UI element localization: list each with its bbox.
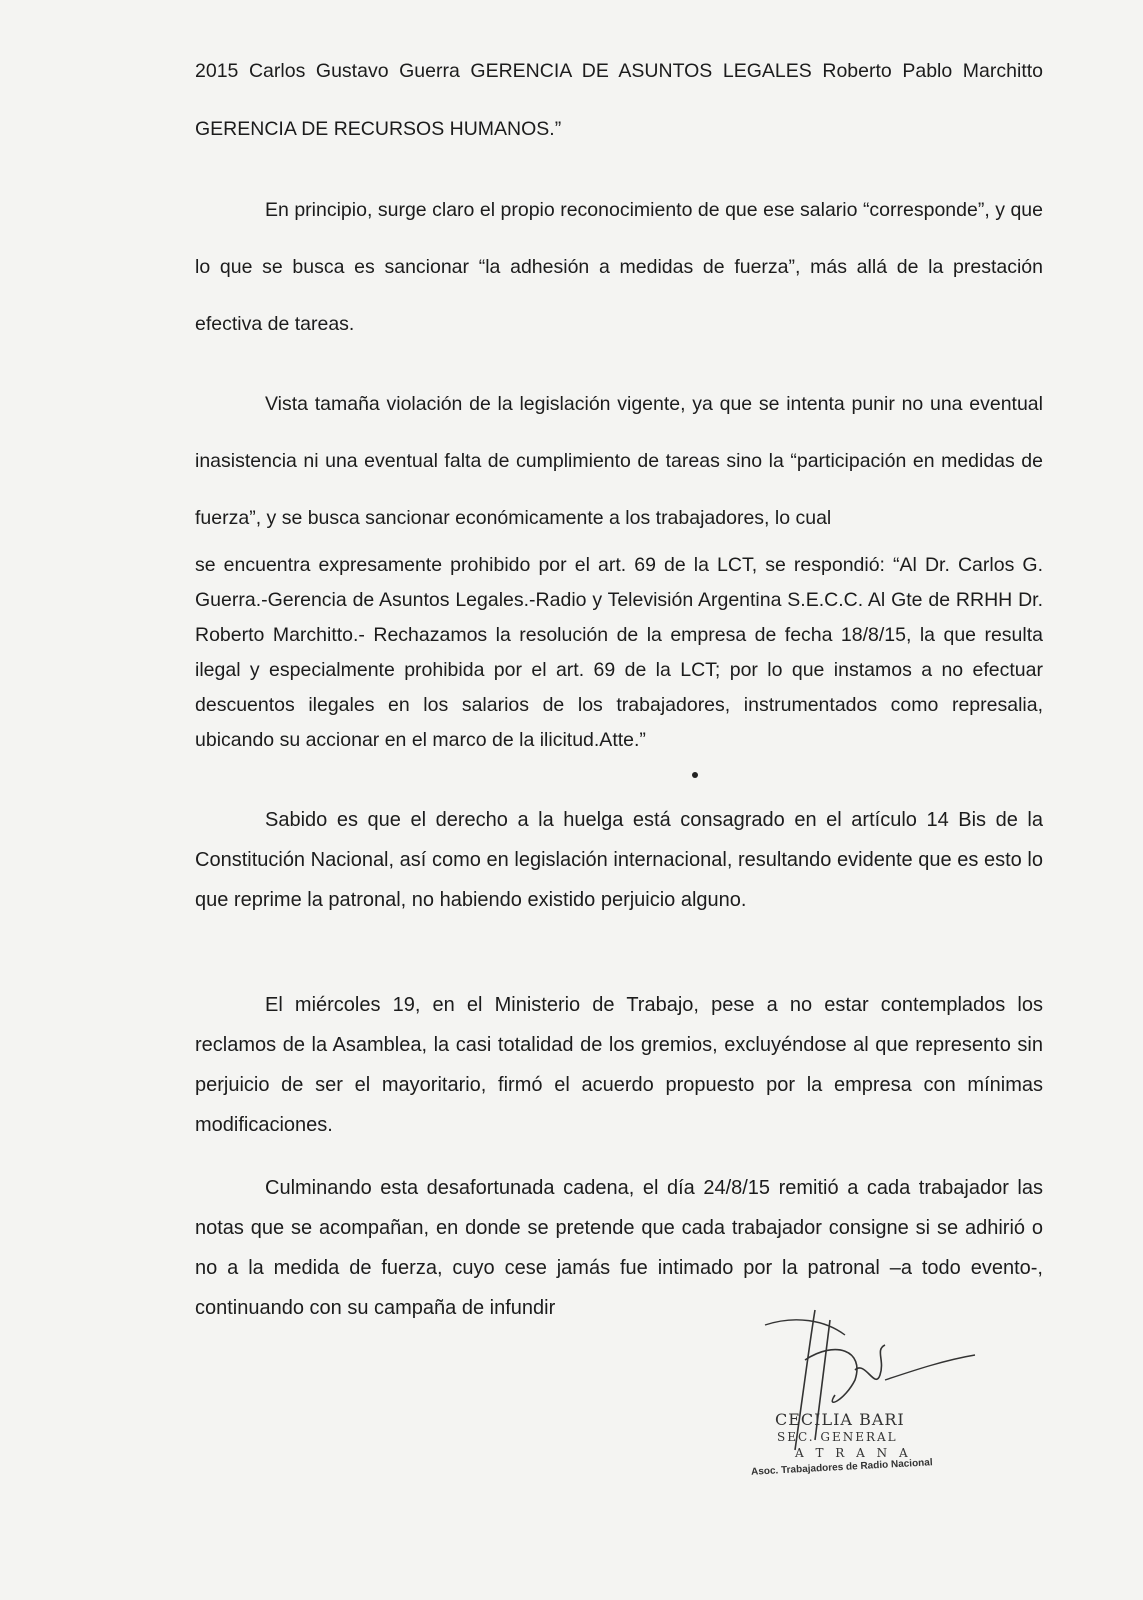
paragraph-5: El miércoles 19, en el Ministerio de Trabajo, pese a no estar contemplados los reclamos de la Asamblea, la casi totalidad de los gremios, excluyéndose al que represento sin perjuicio de ser el mayoritario, firmó el acuerdo propuesto por la empresa con mínimas modificaciones. (195, 994, 1043, 1136)
paragraph-3-continued: se encuentra expresamente prohibido por el art. 69 de la LCT, se respondió: “Al Dr. Carlos G. Guerra.-Gerencia de Asuntos Legales.-Radio y Televisión Argentina S.E.C.C. Al Gte de RRHH Dr. Roberto Marchitto.- Rechazamos la resolución de la empresa de fecha 18/8/15, la que resulta ilegal y especialmente prohibida por el art. 69 de la LCT; por lo que instamos a no efectuar descuentos ilegales en los salarios de los trabajadores, instrumentados como represalia, ubicando su accionar en el marco de la ilicitud.Atte.” (195, 554, 1043, 751)
paragraph-1: 2015 Carlos Gustavo Guerra GERENCIA DE ASUNTOS LEGALES Roberto Pablo Marchitto GERENCIA DE RECURSOS HUMANOS.” (195, 60, 1043, 140)
paragraph-2: En principio, surge claro el propio reconocimiento de que ese salario “corresponde”, y que lo que se busca es sancionar “la adhesión a medidas de fuerza”, más allá de la prestación efectiva de tareas. (195, 199, 1043, 335)
handwritten-signature (735, 1300, 1015, 1470)
stamp-name: CECILIA BARI (775, 1410, 905, 1429)
signature-stamp (735, 1300, 1015, 1478)
paragraph-4: Sabido es que el derecho a la huelga está consagrado en el artículo 14 Bis de la Constitución Nacional, así como en legislación internacional, resultando evidente que es esto lo que reprime la patronal, no habiendo existido perjuicio alguno. (195, 809, 1043, 911)
stamp-role: SEC. GENERAL (777, 1430, 898, 1444)
paragraph-3: Vista tamaña violación de la legislación vigente, ya que se intenta punir no una eventual inasistencia ni una eventual falta de cumplimiento de tareas sino la “participación en medidas de fuerza”, y se busca sancionar económicamente a los trabajadores, lo cual (195, 393, 1043, 529)
ink-speck (692, 772, 698, 778)
paragraph-6: Culminando esta desafortunada cadena, el día 24/8/15 remitió a cada trabajador las notas que se acompañan, en donde se pretende que cada trabajador consigne si se adhirió o no a la medida de fuerza, cuyo cese jamás fue intimado por la patronal –a todo evento-, continuando con su campaña de infundir (195, 1177, 1043, 1319)
stamp-association: Asoc. Trabajadores de Radio Nacional (750, 1457, 933, 1478)
stamp-org: A T R A N A (795, 1446, 912, 1460)
